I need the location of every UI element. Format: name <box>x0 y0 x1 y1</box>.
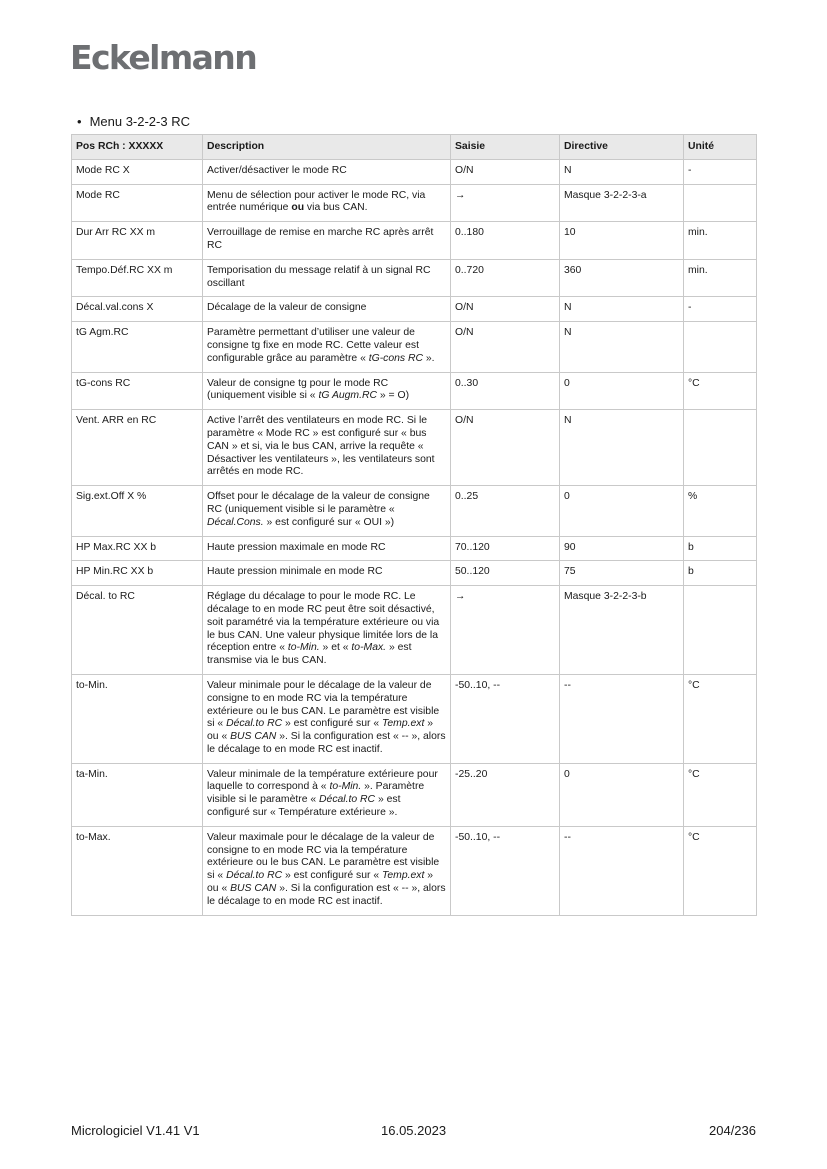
cell-directive: N <box>560 322 684 372</box>
cell-pos: Sig.ext.Off X % <box>72 486 203 536</box>
cell-directive: -- <box>560 674 684 763</box>
cell-unite: °C <box>684 674 757 763</box>
bullet-icon: • <box>77 114 82 129</box>
header-description: Description <box>203 135 451 160</box>
cell-pos: to-Min. <box>72 674 203 763</box>
table-row <box>72 486 757 536</box>
cell-description: Verrouillage de remise en marche RC après arrêt RC <box>203 222 451 260</box>
cell-saisie: O/N <box>451 322 560 372</box>
table-row <box>72 159 757 184</box>
table-row <box>72 586 757 675</box>
cell-saisie: -50..10, -- <box>451 674 560 763</box>
cell-saisie: O/N <box>451 410 560 486</box>
cell-directive: -- <box>560 826 684 915</box>
section-title: Menu 3-2-2-3 RC <box>89 114 190 129</box>
cell-saisie: O/N <box>451 159 560 184</box>
cell-pos: Mode RC <box>72 184 203 222</box>
cell-saisie: 70..120 <box>451 536 560 561</box>
cell-description: Valeur minimale pour le décalage de la valeur de consigne to en mode RC via la température extérieure ou le bus CAN. Le paramètre est visible si « Décal.to RC » est configuré sur « Temp.ext » ou « BUS CAN ». Si la configuration est « -- », alors le décalage to en mode RC est inactif. <box>203 674 451 763</box>
cell-description: Paramètre permettant d’utiliser une valeur de consigne tg fixe en mode RC. Cette valeur est configurable grâce au paramètre « tG-cons RC ». <box>203 322 451 372</box>
cell-description: Haute pression maximale en mode RC <box>203 536 451 561</box>
cell-description: Valeur maximale pour le décalage de la valeur de consigne to en mode RC via la température extérieure ou le bus CAN. Le paramètre est visible si « Décal.to RC » est configuré sur « Temp.ext » ou « BUS CAN ». Si la configuration est « -- », alors le décalage to en mode RC est inactif. <box>203 826 451 915</box>
cell-unite: °C <box>684 826 757 915</box>
cell-directive: 0 <box>560 763 684 826</box>
cell-pos: Tempo.Déf.RC XX m <box>72 259 203 297</box>
table-body <box>72 159 757 915</box>
cell-unite <box>684 586 757 675</box>
cell-directive: N <box>560 297 684 322</box>
cell-saisie: → <box>451 586 560 675</box>
table-header-row <box>72 135 757 160</box>
cell-saisie: 50..120 <box>451 561 560 586</box>
company-logo: Eckelmann <box>70 38 257 77</box>
cell-unite: °C <box>684 763 757 826</box>
table-row <box>72 826 757 915</box>
table-row <box>72 561 757 586</box>
cell-saisie: 0..30 <box>451 372 560 410</box>
cell-directive: 10 <box>560 222 684 260</box>
cell-description: Valeur minimale de la température extérieure pour laquelle to correspond à « to-Min. ». Paramètre visible si le paramètre « Décal.to RC » est configuré sur « Température extérieure ». <box>203 763 451 826</box>
cell-unite: min. <box>684 259 757 297</box>
footer-page-number: 204/236 <box>709 1123 756 1138</box>
cell-pos: HP Max.RC XX b <box>72 536 203 561</box>
footer-firmware-version: Micrologiciel V1.41 V1 <box>71 1123 200 1138</box>
cell-directive: 0 <box>560 372 684 410</box>
cell-saisie: 0..25 <box>451 486 560 536</box>
table-row <box>72 536 757 561</box>
cell-unite: b <box>684 536 757 561</box>
cell-description: Active l’arrêt des ventilateurs en mode RC. Si le paramètre « Mode RC » est configuré sur « bus CAN » et si, via le bus CAN, arrive la requête « Désactiver les ventilateurs », les ventilateurs sont arrêtés en mode RC. <box>203 410 451 486</box>
cell-pos: HP Min.RC XX b <box>72 561 203 586</box>
table-row <box>72 259 757 297</box>
cell-directive: 360 <box>560 259 684 297</box>
table-row <box>72 322 757 372</box>
table-row <box>72 184 757 222</box>
table-row <box>72 410 757 486</box>
cell-description: Offset pour le décalage de la valeur de consigne RC (uniquement visible si le paramètre « Décal.Cons. » est configuré sur « OUI ») <box>203 486 451 536</box>
cell-unite: min. <box>684 222 757 260</box>
cell-unite <box>684 410 757 486</box>
cell-directive: 0 <box>560 486 684 536</box>
cell-description: Réglage du décalage to pour le mode RC. Le décalage to en mode RC peut être soit désactivé, soit paramétré via la température extérieure ou via le bus CAN. Une valeur physique limitée lors de la réception entre « to-Min. » et « to-Max. » est transmise via le bus CAN. <box>203 586 451 675</box>
table-row <box>72 297 757 322</box>
section-heading <box>77 114 190 129</box>
cell-unite <box>684 184 757 222</box>
header-saisie: Saisie <box>451 135 560 160</box>
table-row <box>72 372 757 410</box>
cell-description: Activer/désactiver le mode RC <box>203 159 451 184</box>
cell-unite: b <box>684 561 757 586</box>
cell-description: Valeur de consigne tg pour le mode RC (uniquement visible si « tG Augm.RC » = O) <box>203 372 451 410</box>
cell-saisie: 0..720 <box>451 259 560 297</box>
cell-directive: N <box>560 410 684 486</box>
cell-pos: Mode RC X <box>72 159 203 184</box>
header-pos: Pos RCh : XXXXX <box>72 135 203 160</box>
cell-description: Haute pression minimale en mode RC <box>203 561 451 586</box>
cell-pos: tG Agm.RC <box>72 322 203 372</box>
cell-pos: Vent. ARR en RC <box>72 410 203 486</box>
cell-directive: Masque 3-2-2-3-a <box>560 184 684 222</box>
cell-directive: N <box>560 159 684 184</box>
cell-saisie: -25..20 <box>451 763 560 826</box>
cell-description: Décalage de la valeur de consigne <box>203 297 451 322</box>
cell-saisie: 0..180 <box>451 222 560 260</box>
cell-pos: tG-cons RC <box>72 372 203 410</box>
cell-saisie: → <box>451 184 560 222</box>
cell-directive: 75 <box>560 561 684 586</box>
header-unite: Unité <box>684 135 757 160</box>
table-row <box>72 222 757 260</box>
cell-pos: Décal. to RC <box>72 586 203 675</box>
cell-unite: - <box>684 159 757 184</box>
cell-pos: Dur Arr RC XX m <box>72 222 203 260</box>
footer-date: 16.05.2023 <box>381 1123 447 1138</box>
cell-pos: ta-Min. <box>72 763 203 826</box>
cell-directive: 90 <box>560 536 684 561</box>
cell-directive: Masque 3-2-2-3-b <box>560 586 684 675</box>
cell-description: Menu de sélection pour activer le mode RC, via entrée numérique ou via bus CAN. <box>203 184 451 222</box>
cell-saisie: -50..10, -- <box>451 826 560 915</box>
cell-description: Temporisation du message relatif à un signal RC oscillant <box>203 259 451 297</box>
cell-unite: % <box>684 486 757 536</box>
cell-pos: Décal.val.cons X <box>72 297 203 322</box>
cell-saisie: O/N <box>451 297 560 322</box>
cell-pos: to-Max. <box>72 826 203 915</box>
header-directive: Directive <box>560 135 684 160</box>
cell-unite <box>684 322 757 372</box>
cell-unite: - <box>684 297 757 322</box>
table-row <box>72 763 757 826</box>
parameter-table <box>71 134 757 916</box>
cell-unite: °C <box>684 372 757 410</box>
table-row <box>72 674 757 763</box>
